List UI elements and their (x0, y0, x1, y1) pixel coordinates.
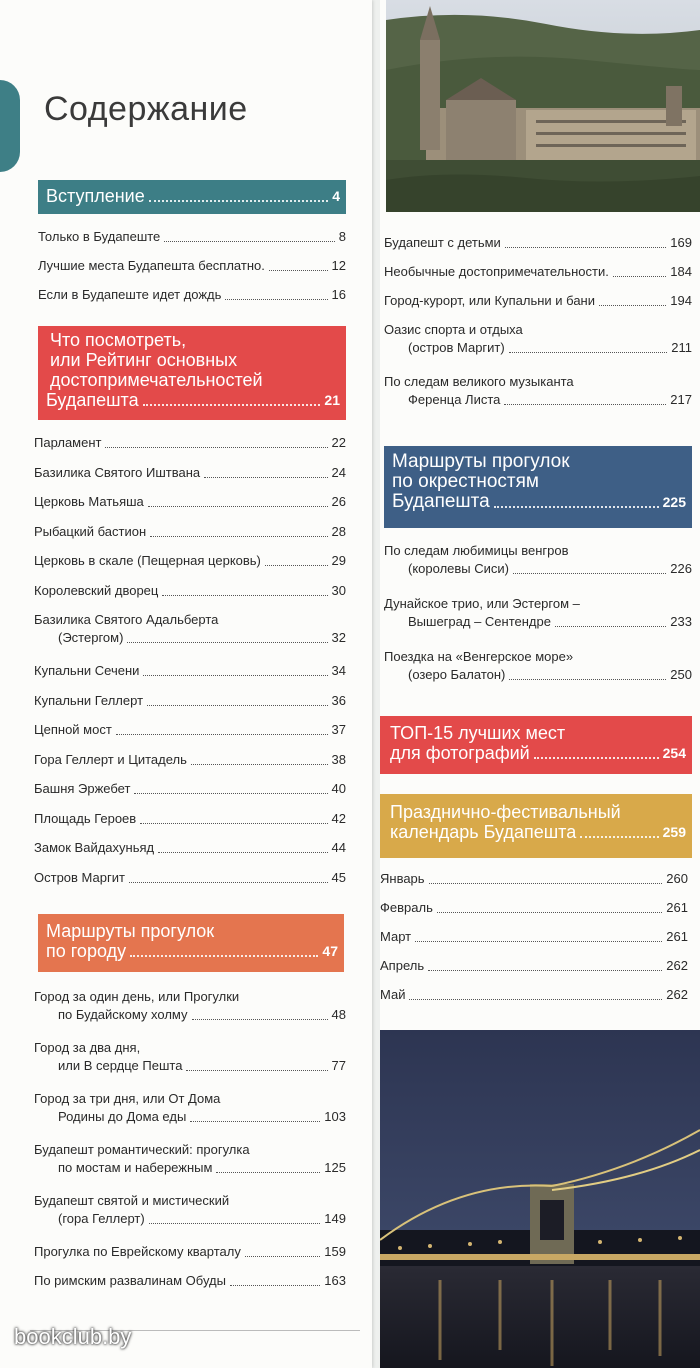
entry-subtitle: (остров Маргит) (408, 340, 505, 355)
dot-leader (509, 679, 666, 680)
entry-title: Площадь Героев (34, 810, 137, 826)
section-outskirts[interactable] (384, 446, 692, 528)
page-number: 233 (670, 614, 692, 629)
section-line: по окрестностям (392, 471, 539, 492)
toc-entry[interactable] (34, 434, 346, 452)
page-number: 30 (331, 582, 346, 598)
page-number: 4 (332, 188, 340, 204)
dot-leader (245, 1256, 320, 1257)
dot-leader (129, 882, 328, 883)
section-line: Празднично-фестивальный (390, 802, 621, 822)
entry-title: Город за один день, или Прогулки (34, 989, 240, 1004)
toc-entry[interactable] (384, 263, 692, 281)
section-sights[interactable] (38, 326, 346, 420)
section-title: Вступление (46, 186, 145, 206)
toc-entry[interactable] (380, 870, 688, 888)
page-number: 16 (331, 287, 346, 302)
section-line: для фотографий (390, 743, 530, 763)
right-page (380, 0, 700, 1368)
page-number: 149 (324, 1211, 346, 1226)
entry-subtitle: по мостам и набережным (58, 1160, 213, 1175)
entry-subtitle: по Будайскому холму (58, 1007, 188, 1022)
entry-title: Церковь Матьяша (34, 494, 144, 509)
toc-entry[interactable] (380, 928, 688, 946)
section-line: или Рейтинг основных (50, 350, 238, 370)
toc-entry[interactable] (38, 257, 346, 275)
dot-leader (613, 276, 666, 277)
dot-leader (147, 705, 328, 706)
entry-title: Необычные достопримечательности. (384, 264, 609, 279)
page-number: 24 (331, 464, 346, 480)
dot-leader (105, 447, 327, 448)
dot-leader (225, 299, 327, 300)
page-number: 260 (666, 871, 688, 886)
chapter-tab (0, 80, 20, 172)
entry-subtitle: Вышеград – Сентендре (408, 614, 551, 629)
dot-leader (504, 404, 666, 405)
entry-title: Базилика Святого Иштвана (34, 464, 201, 480)
dot-leader (429, 883, 663, 884)
chain-bridge-illustration (380, 1030, 700, 1368)
entry-title: Февраль (380, 900, 433, 915)
dot-leader (162, 595, 327, 596)
page-number: 32 (331, 630, 346, 645)
section-line: по городу (46, 941, 127, 961)
entry-title: Базилика Святого Адальберта (34, 612, 219, 627)
dot-leader (555, 626, 666, 627)
watermark: bookclub.by (14, 1324, 132, 1349)
entry-title: Город за два дня, (34, 1040, 141, 1055)
page-title: Содержание (44, 90, 248, 128)
toc-entry[interactable] (34, 552, 346, 570)
entry-title: По римским развалинам Обуды (34, 1273, 226, 1288)
page-number: 29 (331, 553, 346, 568)
dot-leader (428, 970, 662, 971)
dot-leader (437, 912, 662, 913)
page-number: 254 (662, 745, 686, 761)
page-number: 38 (331, 751, 346, 767)
dot-leader (140, 823, 327, 824)
page-number: 45 (331, 869, 346, 885)
page-number: 42 (331, 810, 346, 826)
photo-chain-bridge (380, 1030, 700, 1368)
dot-leader (164, 241, 334, 242)
entry-title: Королевский дворец (34, 582, 159, 598)
page-number: 226 (670, 561, 692, 576)
page-number: 225 (662, 494, 686, 510)
entry-title: Будапешт романтический: прогулка (34, 1142, 250, 1157)
toc-entry[interactable] (384, 234, 692, 252)
dot-leader (230, 1285, 320, 1286)
dot-leader (204, 477, 327, 478)
entry-title: Апрель (380, 958, 425, 973)
toc-entry[interactable] (34, 1272, 346, 1290)
entry-subtitle: (гора Геллерт) (58, 1211, 145, 1226)
entry-title: Замок Вайдахуньяд (34, 840, 155, 855)
section-line: Что посмотреть, (50, 330, 187, 350)
page-number: 261 (666, 929, 688, 944)
toc-entry[interactable] (384, 542, 692, 578)
toc-entry[interactable] (34, 988, 346, 1024)
page-number: 163 (324, 1273, 346, 1288)
toc-entry[interactable] (34, 1243, 346, 1261)
dot-leader (127, 642, 327, 643)
entry-subtitle: Ференца Листа (408, 392, 501, 407)
entry-title: Март (380, 929, 412, 944)
page-number: 262 (666, 987, 688, 1002)
entry-title: По следам великого музыканта (384, 374, 574, 389)
dot-leader (513, 573, 666, 574)
toc-entry[interactable] (384, 373, 692, 409)
toc-entry[interactable] (34, 1141, 346, 1177)
page-number: 77 (331, 1058, 346, 1073)
entry-subtitle: (озеро Балатон) (408, 667, 506, 682)
page-number: 217 (670, 392, 692, 407)
page-number: 169 (670, 235, 692, 250)
page-number: 34 (331, 663, 346, 678)
section-top15[interactable] (380, 716, 692, 774)
entry-title: Остров Маргит (34, 869, 125, 885)
entry-title: Оазис спорта и отдыха (384, 322, 523, 337)
page-number: 40 (331, 781, 346, 796)
entry-title: Дунайское трио, или Эстергом – (384, 596, 580, 611)
entry-title: Купальни Геллерт (34, 692, 144, 708)
dot-leader (158, 852, 327, 853)
toc-entry[interactable] (380, 957, 688, 975)
dot-leader (192, 1019, 328, 1020)
page-number: 26 (331, 494, 346, 509)
entry-title: Январь (380, 871, 425, 886)
toc-entry[interactable] (380, 899, 688, 917)
toc-entry[interactable] (34, 751, 346, 769)
dot-leader (191, 764, 328, 765)
toc-entry[interactable] (38, 228, 346, 246)
section-calendar[interactable] (380, 794, 692, 858)
entry-title: Гора Геллерт и Цитадель (34, 751, 187, 767)
page-number: 37 (331, 722, 346, 737)
dot-leader (505, 247, 666, 248)
toc-entry[interactable] (384, 595, 692, 631)
page-number: 211 (671, 340, 692, 355)
entry-title: Поездка на «Венгерское море» (384, 649, 574, 664)
dot-leader (186, 1070, 327, 1071)
dot-leader (216, 1172, 320, 1173)
toc-entry[interactable] (384, 648, 692, 684)
entry-subtitle: Родины до Дома еды (58, 1109, 187, 1124)
entry-title: Парламент (34, 435, 102, 450)
page-number: 259 (662, 824, 686, 840)
page-number: 48 (331, 1007, 346, 1022)
entry-title: Будапешт с детьми (384, 235, 501, 250)
dot-leader (116, 734, 328, 735)
toc-entry[interactable] (380, 986, 688, 1004)
toc-entry[interactable] (34, 810, 346, 828)
dot-leader (148, 506, 328, 507)
entry-subtitle: или В сердце Пешта (58, 1058, 183, 1073)
section-city-routes[interactable] (38, 914, 344, 972)
toc-entry[interactable] (34, 611, 346, 647)
buda-castle-illustration (386, 0, 700, 212)
section-line: Будапешта (46, 390, 139, 410)
entry-title: Прогулка по Еврейскому кварталу (34, 1244, 241, 1259)
page-number: 103 (324, 1109, 346, 1124)
toc-entry[interactable] (34, 780, 346, 798)
entry-title: Город за три дня, или От Дома (34, 1091, 221, 1106)
toc-entry[interactable] (34, 1090, 346, 1126)
dot-leader (150, 536, 327, 537)
toc-entry[interactable] (34, 582, 346, 600)
entry-title: Город-курорт, или Купальни и бани (384, 293, 595, 308)
dot-leader (409, 999, 662, 1000)
toc-entry[interactable] (34, 721, 346, 739)
page-number: 261 (666, 900, 688, 915)
dot-leader (415, 941, 662, 942)
page-number: 184 (670, 264, 692, 279)
section-line: ТОП-15 лучших мест (390, 723, 566, 743)
entry-title: Цепной мост (34, 722, 112, 737)
entry-title: Рыбацкий бастион (34, 523, 147, 539)
page-number: 47 (322, 943, 338, 959)
toc-entry[interactable] (34, 464, 346, 482)
page-number: 159 (324, 1244, 346, 1259)
toc-entry[interactable] (34, 839, 346, 857)
page-number: 194 (670, 293, 692, 308)
section-intro[interactable] (38, 180, 346, 214)
section-line: достопримечательностей (50, 370, 263, 390)
dot-leader (509, 352, 668, 353)
page-number: 36 (331, 692, 346, 708)
page-number: 22 (331, 435, 346, 450)
entry-title: Только в Будапеште (38, 229, 161, 244)
entry-title: Будапешт святой и мистический (34, 1193, 230, 1208)
page-number: 21 (324, 392, 340, 408)
toc-entry[interactable] (384, 292, 692, 310)
toc-entry[interactable] (34, 662, 346, 680)
toc-entry[interactable] (34, 692, 346, 710)
entry-subtitle: (королевы Сиси) (408, 561, 509, 576)
section-line: Будапешта (392, 491, 490, 512)
page-number: 125 (324, 1160, 346, 1175)
section-line: Маршруты прогулок (46, 921, 215, 941)
entry-title: По следам любимицы венгров (384, 543, 569, 558)
toc-entry[interactable] (34, 523, 346, 541)
entry-title: Башня Эржебет (34, 781, 131, 796)
dot-leader (143, 675, 327, 676)
entry-subtitle: (Эстергом) (58, 630, 124, 645)
dot-leader (190, 1121, 320, 1122)
page-number: 8 (338, 229, 346, 244)
dot-leader (269, 270, 328, 271)
toc-entry[interactable] (34, 1039, 346, 1075)
entry-title: Купальни Сечени (34, 663, 140, 678)
entry-title: Если в Будапеште идет дождь (38, 287, 222, 302)
toc-entry[interactable] (384, 321, 692, 357)
toc-entry[interactable] (34, 493, 346, 511)
entry-title: Май (380, 987, 406, 1002)
entry-title: Лучшие места Будапешта бесплатно. (38, 258, 265, 273)
page-number: 262 (666, 958, 688, 973)
toc-entry[interactable] (34, 869, 346, 887)
section-line: Маршруты прогулок (392, 451, 570, 472)
page-number: 28 (331, 523, 346, 539)
section-line: календарь Будапешта (390, 822, 577, 842)
toc-entry[interactable] (34, 1192, 346, 1228)
toc-entry[interactable] (38, 286, 346, 304)
photo-buda-castle (386, 0, 700, 212)
dot-leader (265, 565, 328, 566)
page-number: 12 (331, 258, 346, 273)
dot-leader (134, 793, 327, 794)
page-number: 250 (670, 667, 692, 682)
entry-title: Церковь в скале (Пещерная церковь) (34, 553, 261, 568)
page-number: 44 (331, 840, 346, 855)
dot-leader (599, 305, 666, 306)
dot-leader (149, 1223, 321, 1224)
